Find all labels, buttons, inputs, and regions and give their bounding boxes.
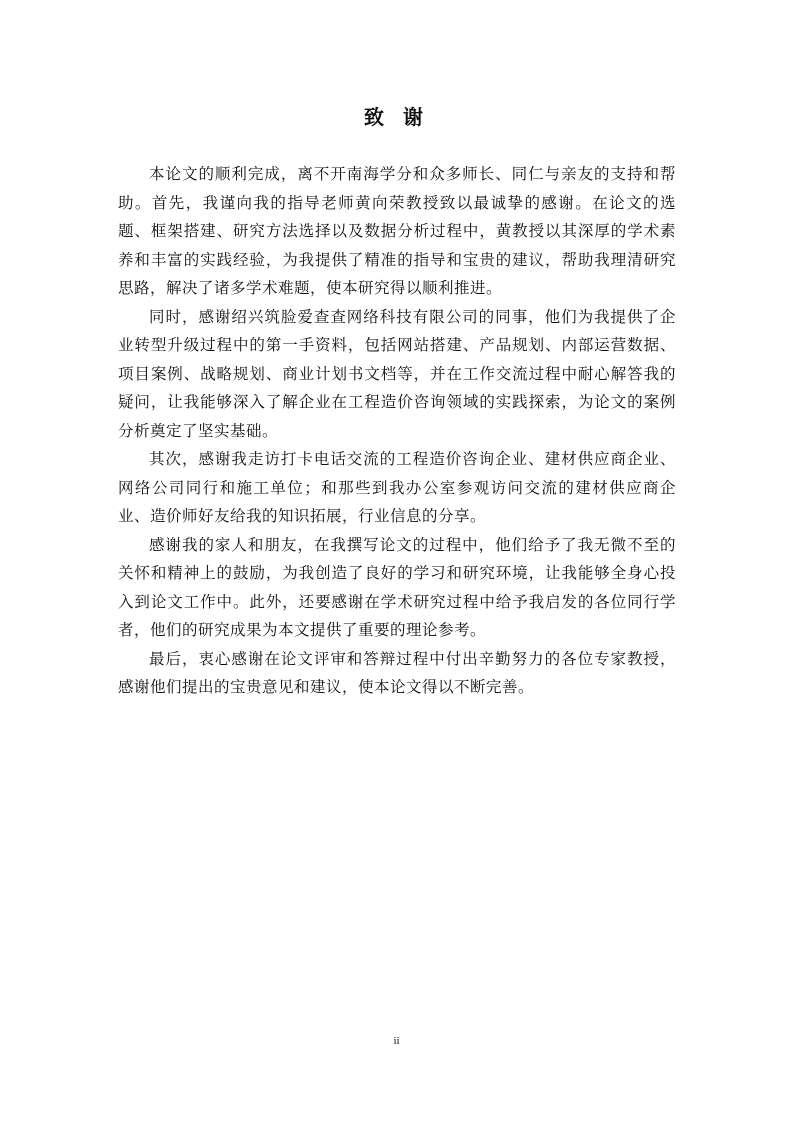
paragraph-5: 最后，衷心感谢在论文评审和答辩过程中付出辛勤努力的各位专家教授，感谢他们提出的宝贵意见和建议，使本论文得以不断完善。 <box>118 649 676 696</box>
paragraph-1: 本论文的顺利完成，离不开南海学分和众多师长、同仁与亲友的支持和帮助。首先，我谨向我的指导老师黄向荣教授致以最诚挚的感谢。在论文的选题、框架搭建、研究方法选择以及数据分析过程中，黄教授以其深厚的学术素养和丰富的实践经验，为我提供了精准的指导和宝贵的建议，帮助我理清研究思路，解决了诸多学术难题，使本研究得以顺利推进。 <box>118 165 676 297</box>
acknowledgement-body <box>118 160 676 702</box>
paragraph-2: 同时，感谢绍兴筑脸爱查查网络科技有限公司的同事，他们为我提供了企业转型升级过程中的第一手资料，包括网站搭建、产品规划、内部运营数据、项目案例、战略规划、商业计划书文档等，并在工作交流过程中耐心解答我的疑问，让我能够深入了解企业在工程造价咨询领域的实践探索，为论文的案例分析奠定了坚实基础。 <box>118 307 676 440</box>
page-title: 致 谢 <box>364 105 429 129</box>
page-number: ii <box>393 1035 400 1047</box>
paragraph-3: 其次，感谢我走访打卡电话交流的工程造价咨询企业、建材供应商企业、网络公司同行和施工单位；和那些到我办公室参观访问交流的建材供应商企业、造价师好友给我的知识拓展，行业信息的分享。 <box>118 450 676 525</box>
paragraph-4: 感谢我的家人和朋友，在我撰写论文的过程中，他们给予了我无微不至的关怀和精神上的鼓励，为我创造了良好的学习和研究环境，让我能够全身心投入到论文工作中。此外，还要感谢在学术研究过程中给予我启发的各位同行学者，他们的研究成果为本文提供了重要的理论参考。 <box>118 535 676 639</box>
